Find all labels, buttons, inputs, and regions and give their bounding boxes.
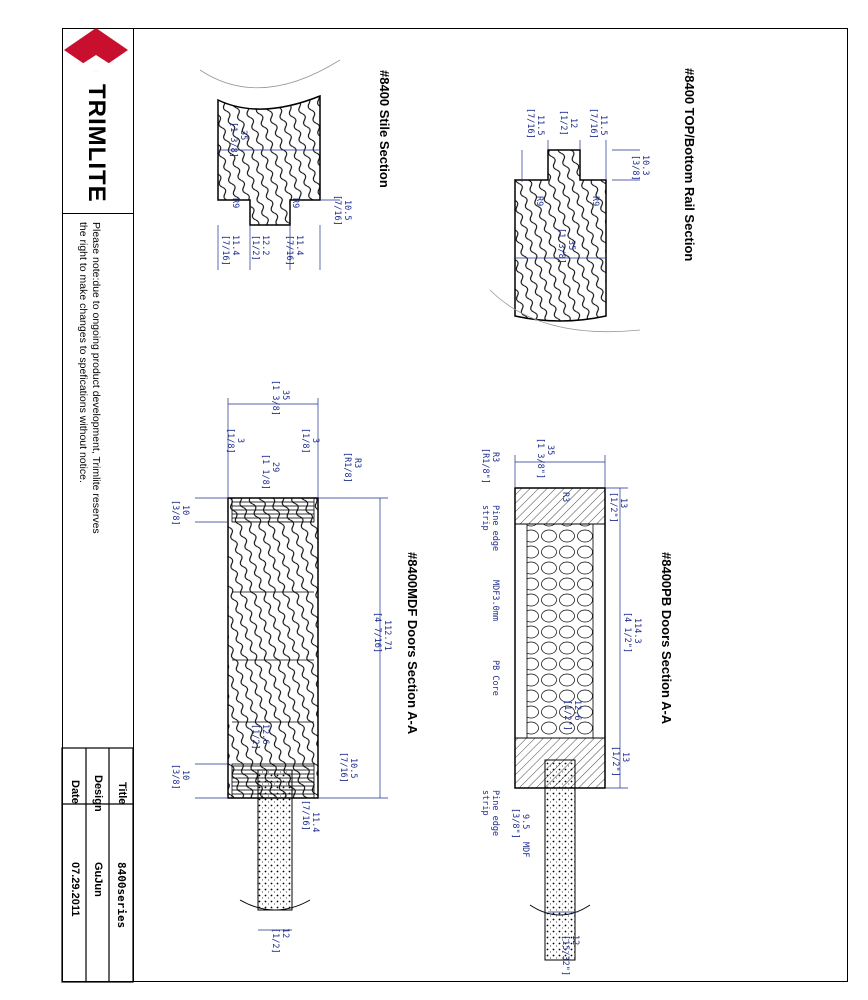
pb-label: Pine edge [490, 505, 500, 552]
mdf-dim: [7/16] [300, 800, 310, 831]
mdf-section-title: #8400MDF Doors Section A-A [405, 552, 420, 735]
rail-dim: [1/2] [558, 110, 568, 136]
rail-dim: [7/16] [525, 108, 535, 139]
rail-dim: 11.5 [535, 115, 545, 136]
mdf-dim: 112.71 [382, 620, 392, 651]
title-label: Title [116, 782, 128, 805]
rail-dim: [3/8] [630, 155, 640, 181]
mdf-dim: 12 [280, 928, 290, 939]
pb-dim: 35 [545, 445, 555, 456]
notice-text [76, 222, 102, 642]
pb-dim: [1 3/8"] [535, 438, 545, 479]
pb-dim: 114.3 [632, 618, 642, 644]
mdf-dim: 29 [270, 462, 280, 473]
date-label: Date [69, 780, 81, 804]
mdf-dim: [7/16] [338, 752, 348, 783]
notice-line-1: Please note:due to ongoing product development, Trimlite reserves [90, 222, 102, 534]
notice-line-2: the right to make changes to spefications without notice. [77, 222, 89, 483]
stile-dim: R9 [290, 198, 300, 209]
pb-dim: [4 1/2"] [622, 612, 632, 653]
mdf-dim: [R1/8] [342, 452, 352, 483]
pb-dim: R3 [490, 452, 500, 463]
pb-label: strip [480, 790, 490, 816]
mdf-dim: 10 [180, 505, 190, 516]
rail-dim: 12 [568, 118, 578, 129]
pb-label: MDF3.0mm [490, 580, 500, 621]
rail-dim: R9 [590, 196, 600, 207]
mdf-dim: [1/8] [225, 428, 235, 454]
pb-dim: [1/2"] [608, 492, 618, 523]
mdf-dim: 3 [235, 438, 245, 444]
pb-dim: R3 [560, 492, 570, 503]
stile-dim: 11.4 [230, 235, 240, 256]
stile-dim: [7/16] [332, 195, 342, 226]
stile-dim: [1 3/8] [228, 122, 238, 158]
pb-dim: 13 [620, 752, 630, 763]
stile-dim: 11.4 [294, 235, 304, 256]
rail-dim: 11.5 [598, 115, 608, 136]
stile-dim: [1/2] [250, 235, 260, 261]
trimlite-logo-icon [64, 28, 128, 72]
pb-dim: [3/8"] [510, 808, 520, 839]
pb-dim: 9.5 [520, 814, 530, 830]
pb-label: Pine edge [490, 790, 500, 837]
stile-section-title: #8400 Stile Section [377, 70, 392, 188]
rail-dim: R9 [534, 196, 544, 207]
mdf-dim: 12.6 [260, 724, 270, 745]
stile-dim: R9 [230, 198, 240, 209]
pb-label: PB Core [490, 660, 500, 696]
mdf-dim: R3 [352, 458, 362, 469]
mdf-dim: 35 [280, 390, 290, 401]
mdf-dim: [3/8] [170, 764, 180, 790]
mdf-dim: [3/8] [170, 500, 180, 526]
pb-dim: 13 [618, 498, 628, 509]
mdf-dim: [1/8] [300, 428, 310, 454]
rail-dim: 10.3 [640, 155, 650, 176]
mdf-dim: [1 1/8] [260, 454, 270, 490]
mdf-dim: [1/2] [250, 724, 260, 750]
pb-dim: [1/2"] [610, 746, 620, 777]
rail-dim: 35 [566, 240, 576, 251]
pb-dim: [15/32"] [560, 935, 570, 976]
mdf-dim: [1/2] [270, 928, 280, 954]
design-label: Design [92, 775, 104, 812]
pb-dim: 12 [570, 935, 580, 946]
design-value: GuJun [92, 862, 104, 897]
mdf-dim: [1 3/8] [270, 380, 280, 416]
mdf-dim: [4 7/16] [372, 612, 382, 653]
stile-dim: 35 [238, 130, 248, 141]
rail-dim: [7/16] [588, 108, 598, 139]
date-value: 07.29.2011 [69, 862, 81, 917]
stile-dim: 10.5 [342, 200, 352, 221]
pb-dim: [1/2"] [562, 700, 572, 731]
mdf-dim: 11.4 [310, 812, 320, 833]
mdf-dim: 10.5 [348, 758, 358, 779]
rail-dim: [1 3/8] [556, 228, 566, 264]
pb-label: MDF [520, 842, 530, 858]
mdf-dim: 10 [180, 770, 190, 781]
pb-section-title: #8400PB Doors Section A-A [659, 552, 674, 725]
mdf-section-drawing [195, 398, 388, 930]
rail-section-title: #8400 TOP/Bottom Rail Section [682, 68, 697, 262]
mdf-dim: 3 [310, 438, 320, 444]
title-value: 8400series [115, 862, 128, 929]
pb-dim: [R1/8"] [480, 448, 490, 484]
stile-dim: [7/16] [220, 235, 230, 266]
brand-name: TRIMLITE [83, 84, 110, 203]
pb-dim: 12.6 [572, 700, 582, 721]
stile-dim: [7/16] [284, 235, 294, 266]
stile-dim: 12.2 [260, 235, 270, 256]
pb-label: strip [480, 505, 490, 531]
